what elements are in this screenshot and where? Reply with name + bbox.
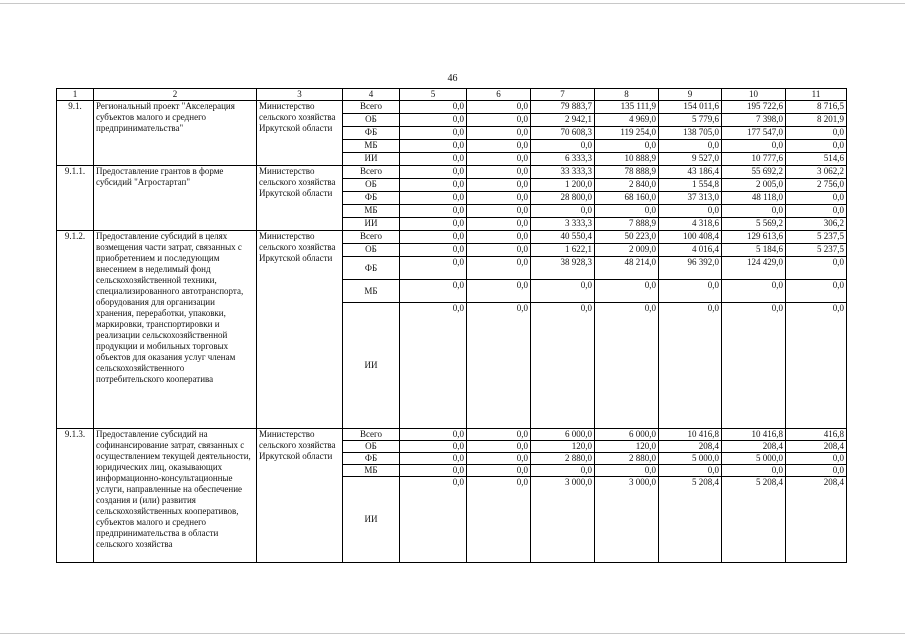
amount-cell: 37 313,0 xyxy=(659,192,722,205)
funding-source: ОБ xyxy=(343,244,400,257)
amount-cell: 3 333,3 xyxy=(531,218,595,231)
amount-cell: 514,6 xyxy=(786,153,847,166)
funding-source: ФБ xyxy=(343,127,400,140)
amount-cell: 0,0 xyxy=(467,453,531,465)
amount-cell: 0,0 xyxy=(467,166,531,179)
amount-cell: 0,0 xyxy=(467,244,531,257)
amount-cell: 0,0 xyxy=(400,244,467,257)
amount-cell: 48 214,0 xyxy=(595,257,659,280)
amount-cell: 4 969,0 xyxy=(595,114,659,127)
amount-cell: 9 527,0 xyxy=(659,153,722,166)
item-name: Региональный проект "Акселерация субъектов малого и среднего предпринимательства" xyxy=(94,101,257,166)
amount-cell: 10 888,9 xyxy=(595,153,659,166)
amount-cell: 5 237,5 xyxy=(786,244,847,257)
amount-cell: 0,0 xyxy=(786,280,847,303)
item-code: 9.1.1. xyxy=(57,166,94,231)
funding-source: ИИ xyxy=(343,303,400,429)
item-name: Предоставление субсидий на софинансирование затрат, связанных с осуществлением текущей деятельности, юридических лиц, оказывающих информационно-консультационные услуги, направленные на обеспечение создания и (или) развития сельскохозяйственных кооперативов, субъектов малого и среднего предпринимательства в области сельского хозяйства xyxy=(94,429,257,563)
item-code: 9.1.2. xyxy=(57,231,94,429)
amount-cell: 3 062,2 xyxy=(786,166,847,179)
column-header: 5 xyxy=(400,89,467,101)
amount-cell: 0,0 xyxy=(400,453,467,465)
amount-cell: 48 118,0 xyxy=(722,192,786,205)
amount-cell: 0,0 xyxy=(400,429,467,441)
amount-cell: 0,0 xyxy=(786,257,847,280)
amount-cell: 10 416,8 xyxy=(659,429,722,441)
amount-cell: 0,0 xyxy=(722,140,786,153)
amount-cell: 0,0 xyxy=(786,140,847,153)
item-name: Предоставление грантов в форме субсидий "Агростартап" xyxy=(94,166,257,231)
amount-cell: 7 398,0 xyxy=(722,114,786,127)
amount-cell: 5 208,4 xyxy=(722,477,786,563)
amount-cell: 68 160,0 xyxy=(595,192,659,205)
amount-cell: 6 000,0 xyxy=(531,429,595,441)
page-number: 46 xyxy=(447,73,458,84)
amount-cell: 0,0 xyxy=(722,280,786,303)
amount-cell: 0,0 xyxy=(722,205,786,218)
amount-cell: 208,4 xyxy=(722,441,786,453)
amount-cell: 0,0 xyxy=(400,218,467,231)
amount-cell: 0,0 xyxy=(400,140,467,153)
amount-cell: 5 208,4 xyxy=(659,477,722,563)
column-header: 7 xyxy=(531,89,595,101)
amount-cell: 1 554,8 xyxy=(659,179,722,192)
amount-cell: 0,0 xyxy=(786,465,847,477)
amount-cell: 0,0 xyxy=(467,114,531,127)
amount-cell: 0,0 xyxy=(467,205,531,218)
column-header: 6 xyxy=(467,89,531,101)
amount-cell: 119 254,0 xyxy=(595,127,659,140)
amount-cell: 0,0 xyxy=(467,280,531,303)
funding-source: Всего xyxy=(343,101,400,114)
amount-cell: 416,8 xyxy=(786,429,847,441)
amount-cell: 2 756,0 xyxy=(786,179,847,192)
amount-cell: 3 000,0 xyxy=(595,477,659,563)
header-row xyxy=(57,89,847,101)
funding-source: ОБ xyxy=(343,179,400,192)
table-row xyxy=(57,101,847,114)
column-header: 4 xyxy=(343,89,400,101)
amount-cell: 0,0 xyxy=(722,465,786,477)
amount-cell: 2 009,0 xyxy=(595,244,659,257)
amount-cell: 0,0 xyxy=(659,303,722,429)
amount-cell: 5 779,6 xyxy=(659,114,722,127)
amount-cell: 8 716,5 xyxy=(786,101,847,114)
amount-cell: 0,0 xyxy=(786,205,847,218)
amount-cell: 0,0 xyxy=(400,441,467,453)
item-code: 9.1.3. xyxy=(57,429,94,563)
amount-cell: 0,0 xyxy=(531,205,595,218)
item-name: Предоставление субсидий в целях возмещения части затрат, связанных с приобретением и последующим внесением в неделимый фонд сельскохозяйственной техники, специализированного автотранспорта, оборудования для организации хранения, переработки, упаковки, маркировки, транспортировки и реализации сельскохозяйственной продукции и мобильных торговых объектов для оказания услуг членам сельскохозяйственного потребительского кооператива xyxy=(94,231,257,429)
amount-cell: 1 200,0 xyxy=(531,179,595,192)
amount-cell: 0,0 xyxy=(400,257,467,280)
item-code: 9.1. xyxy=(57,101,94,166)
table-row xyxy=(57,429,847,441)
amount-cell: 154 011,6 xyxy=(659,101,722,114)
amount-cell: 0,0 xyxy=(595,140,659,153)
amount-cell: 0,0 xyxy=(531,303,595,429)
amount-cell: 0,0 xyxy=(659,465,722,477)
amount-cell: 0,0 xyxy=(400,477,467,563)
agency-name: Министерство сельского хозяйства Иркутской области xyxy=(257,166,343,231)
amount-cell: 0,0 xyxy=(400,205,467,218)
column-header: 9 xyxy=(659,89,722,101)
amount-cell: 100 408,4 xyxy=(659,231,722,244)
amount-cell: 0,0 xyxy=(595,303,659,429)
amount-cell: 129 613,6 xyxy=(722,231,786,244)
amount-cell: 5 184,6 xyxy=(722,244,786,257)
column-header: 10 xyxy=(722,89,786,101)
table-row xyxy=(57,231,847,244)
amount-cell: 0,0 xyxy=(400,101,467,114)
amount-cell: 135 111,9 xyxy=(595,101,659,114)
amount-cell: 0,0 xyxy=(659,280,722,303)
amount-cell: 306,2 xyxy=(786,218,847,231)
amount-cell: 120,0 xyxy=(531,441,595,453)
amount-cell: 0,0 xyxy=(467,153,531,166)
funding-source: ИИ xyxy=(343,218,400,231)
agency-name: Министерство сельского хозяйства Иркутской области xyxy=(257,101,343,166)
amount-cell: 2 840,0 xyxy=(595,179,659,192)
amount-cell: 0,0 xyxy=(400,465,467,477)
funding-source: ФБ xyxy=(343,257,400,280)
amount-cell: 4 318,6 xyxy=(659,218,722,231)
amount-cell: 28 800,0 xyxy=(531,192,595,205)
funding-source: Всего xyxy=(343,166,400,179)
amount-cell: 6 000,0 xyxy=(595,429,659,441)
funding-source: ИИ xyxy=(343,477,400,563)
amount-cell: 70 608,3 xyxy=(531,127,595,140)
amount-cell: 0,0 xyxy=(400,114,467,127)
agency-name: Министерство сельского хозяйства Иркутской области xyxy=(257,429,343,563)
amount-cell: 0,0 xyxy=(722,303,786,429)
funding-source: ОБ xyxy=(343,441,400,453)
amount-cell: 2 942,1 xyxy=(531,114,595,127)
amount-cell: 0,0 xyxy=(467,218,531,231)
amount-cell: 50 223,0 xyxy=(595,231,659,244)
column-header: 1 xyxy=(57,89,94,101)
amount-cell: 0,0 xyxy=(400,166,467,179)
funding-source: МБ xyxy=(343,465,400,477)
funding-source: МБ xyxy=(343,280,400,303)
amount-cell: 0,0 xyxy=(467,231,531,244)
amount-cell: 0,0 xyxy=(531,465,595,477)
amount-cell: 0,0 xyxy=(467,127,531,140)
amount-cell: 40 550,4 xyxy=(531,231,595,244)
table-body xyxy=(57,101,847,563)
amount-cell: 0,0 xyxy=(467,303,531,429)
funding-source: ОБ xyxy=(343,114,400,127)
amount-cell: 2 880,0 xyxy=(531,453,595,465)
amount-cell: 0,0 xyxy=(400,192,467,205)
amount-cell: 33 333,3 xyxy=(531,166,595,179)
amount-cell: 38 928,3 xyxy=(531,257,595,280)
amount-cell: 0,0 xyxy=(400,303,467,429)
amount-cell: 5 569,2 xyxy=(722,218,786,231)
amount-cell: 79 883,7 xyxy=(531,101,595,114)
amount-cell: 4 016,4 xyxy=(659,244,722,257)
amount-cell: 0,0 xyxy=(467,441,531,453)
amount-cell: 0,0 xyxy=(400,179,467,192)
amount-cell: 2 005,0 xyxy=(722,179,786,192)
amount-cell: 0,0 xyxy=(786,303,847,429)
amount-cell: 1 622,1 xyxy=(531,244,595,257)
amount-cell: 96 392,0 xyxy=(659,257,722,280)
amount-cell: 124 429,0 xyxy=(722,257,786,280)
amount-cell: 208,4 xyxy=(786,441,847,453)
amount-cell: 5 000,0 xyxy=(722,453,786,465)
amount-cell: 0,0 xyxy=(467,140,531,153)
column-header: 8 xyxy=(595,89,659,101)
amount-cell: 0,0 xyxy=(467,429,531,441)
funding-source: Всего xyxy=(343,429,400,441)
amount-cell: 10 416,8 xyxy=(722,429,786,441)
funding-source: МБ xyxy=(343,205,400,218)
amount-cell: 0,0 xyxy=(659,205,722,218)
amount-cell: 43 186,4 xyxy=(659,166,722,179)
amount-cell: 0,0 xyxy=(786,453,847,465)
amount-cell: 0,0 xyxy=(400,153,467,166)
amount-cell: 0,0 xyxy=(595,205,659,218)
funding-source: Всего xyxy=(343,231,400,244)
amount-cell: 0,0 xyxy=(467,257,531,280)
amount-cell: 0,0 xyxy=(400,280,467,303)
amount-cell: 195 722,6 xyxy=(722,101,786,114)
funding-source: ФБ xyxy=(343,192,400,205)
amount-cell: 7 888,9 xyxy=(595,218,659,231)
amount-cell: 0,0 xyxy=(659,140,722,153)
amount-cell: 177 547,0 xyxy=(722,127,786,140)
funding-source: ИИ xyxy=(343,153,400,166)
amount-cell: 2 880,0 xyxy=(595,453,659,465)
agency-name: Министерство сельского хозяйства Иркутской области xyxy=(257,231,343,429)
amount-cell: 8 201,9 xyxy=(786,114,847,127)
amount-cell: 0,0 xyxy=(595,280,659,303)
amount-cell: 5 237,5 xyxy=(786,231,847,244)
amount-cell: 0,0 xyxy=(400,231,467,244)
funding-source: ФБ xyxy=(343,453,400,465)
amount-cell: 0,0 xyxy=(467,192,531,205)
amount-cell: 120,0 xyxy=(595,441,659,453)
amount-cell: 0,0 xyxy=(531,280,595,303)
amount-cell: 0,0 xyxy=(595,465,659,477)
amount-cell: 0,0 xyxy=(467,477,531,563)
amount-cell: 10 777,6 xyxy=(722,153,786,166)
amount-cell: 208,4 xyxy=(786,477,847,563)
amount-cell: 138 705,0 xyxy=(659,127,722,140)
amount-cell: 3 000,0 xyxy=(531,477,595,563)
amount-cell: 6 333,3 xyxy=(531,153,595,166)
funding-source: МБ xyxy=(343,140,400,153)
column-header: 3 xyxy=(257,89,343,101)
budget-table xyxy=(56,88,847,563)
amount-cell: 78 888,9 xyxy=(595,166,659,179)
amount-cell: 208,4 xyxy=(659,441,722,453)
column-header: 2 xyxy=(94,89,257,101)
amount-cell: 0,0 xyxy=(467,465,531,477)
table-row xyxy=(57,166,847,179)
amount-cell: 0,0 xyxy=(786,192,847,205)
amount-cell: 55 692,2 xyxy=(722,166,786,179)
amount-cell: 0,0 xyxy=(400,127,467,140)
amount-cell: 5 000,0 xyxy=(659,453,722,465)
amount-cell: 0,0 xyxy=(467,101,531,114)
column-header: 11 xyxy=(786,89,847,101)
amount-cell: 0,0 xyxy=(786,127,847,140)
amount-cell: 0,0 xyxy=(467,179,531,192)
amount-cell: 0,0 xyxy=(531,140,595,153)
